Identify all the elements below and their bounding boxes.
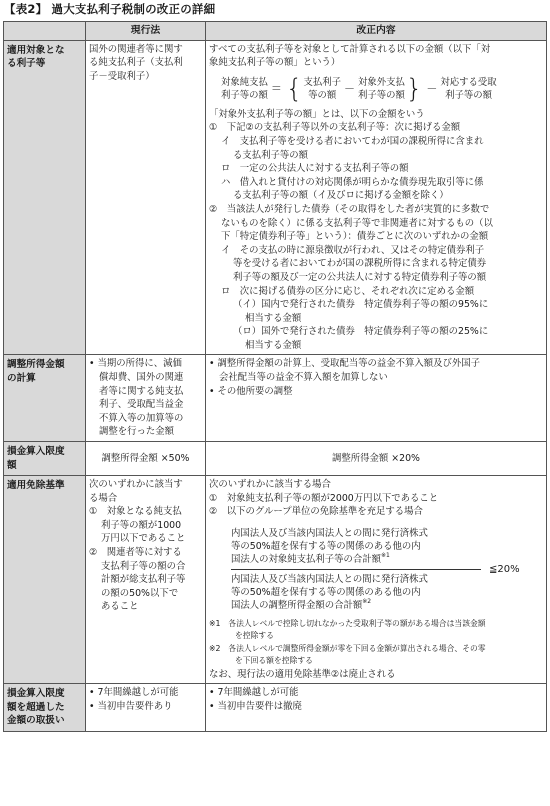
current-law-deduction-limit: 調整所得金額 ×50% [86,442,206,476]
row-label-target-interest: 適用対象とな る利子等 [4,40,86,355]
header-current-law: 現行法 [86,22,206,41]
revision-target-interest: すべての支払利子等を対象として計算される以下の金額（以下「対 象純支払利子等の額」という） 対象純支払 利子等の額 ＝ { 支払利子 等の額 － 対象外支払 利子等の額 } － 対応する受取 利子等の額 「対象外支払利子等の額」とは、以下の金額をいう ① 下記②の支払利子等以外の支払利子等：次に掲げる金額 イ 支払利子等を受ける者においてわが国の課税所得に含まれ る支払利子等の額 ロ 一定の公共法人に対する支払利子等の額 ハ 借入れと貸付けの対応関係が明らかな債券現先取引等に係 る支払利子等の額（イ及びロに掲げる金額を除く） ② 当該法人が発行した債券（その取得をした者が実質的に多数で ないものを除く）に係る支払利子等で非関連者に対するもの（以 下「特定債券利子等」という）：債券ごとに次のいずれかの金額 イ その支払の時に源泉徴収が行われ、又はその特定債券利子 等を受ける者においてわが国の課税所得に含まれる特定債券 利子等の額及び一定の公共法人に対する特定債券利子等の額 ロ 次に掲げる債券の区分に応じ、それぞれ次に定める金額 （イ）国内で発行された債券 特定債券利子等の額の95%に 相当する金額 （ロ）国外で発行された債券 特定債券利子等の額の25%に 相当する金額 [206,40,547,355]
text-line: 等を受ける者においてわが国の課税所得に含まれる特定債券 [233,258,487,270]
text-line: 利子等の額が1000 [101,519,182,531]
revision-adjusted-income [206,355,547,442]
list-item: 不算入等の加算等の [99,412,184,424]
list-item: 利子、受取配当益金 [99,399,184,411]
fraction-numerator: 内国法人及び当該内国法人との間に発行済株式 等の50%超を保有する等の関係のある他の内 国法人の対象純支払利子等の合計額$^{※1}$ [231,527,428,565]
current-law-excess-treatment [86,684,206,732]
text-line: あること [101,601,139,613]
exemption-closing: なお、現行法の適用免除基準②は廃止される [209,668,396,680]
row-deduction-limit [4,442,547,476]
equation-term-paid-interest: 支払利子 等の額 [303,76,341,101]
current-law-adjusted-income [86,355,206,442]
text-line: ① 下記②の支払利子等以外の支払利子等：次に掲げる金額 [209,122,461,134]
text-line: （イ）国内で発行された債券 特定債券利子等の額の95%に [233,299,489,311]
text-line: 相当する金額 [245,312,302,324]
row-label-deduction-limit: 損金算入限度 額 [4,442,86,476]
list-item: 償却費、国外の関連 [99,372,184,384]
list-item: • 当初申告要件あり [89,701,173,712]
text-line: の額の50%以下で [101,587,179,599]
text-line: イ 支払利子等を受ける者においてわが国の課税所得に含まれ [221,135,484,147]
table-title: 【表2】 過大支払利子税制の改正の詳細 [4,2,216,16]
row-label-adjusted-income: 調整所得金額 の計算 [4,355,86,442]
text-line: る支払利子等の額（イ及びロに掲げる金額を除く） [233,190,449,202]
equation-lhs: 対象純支払 利子等の額 [221,76,268,101]
close-brace-icon: } [405,73,423,104]
row-target-interest [4,40,547,355]
text-line: ② 当該法人が発行した債券（その取得をした者が実質的に多数で [209,203,490,215]
list-item: 調整を行った金額 [99,426,175,438]
text-line: 次のいずれかに該当す [89,479,183,491]
list-item: ※1 各法人レベルで控除し切れなかった受取利子等の額がある場合は当該金額 [209,618,486,628]
text-line: ② 以下のグループ単位の免除基準を充足する場合 [209,506,423,518]
text-line: （ロ）国外で発行された債券 特定債券利子等の額の25%に [233,326,489,338]
text-line: ハ 借入れと貸付けの対応関係が明らかな債券現先取引等に係 [221,176,484,188]
text-line: イ その支払の時に源泉徴収が行われ、又はその特定債券利子 [221,244,485,256]
text-line: 「対象外支払利子等の額」とは、以下の金額をいう [209,108,425,120]
row-exemption-criteria [4,476,547,684]
exemption-notes [209,618,543,668]
text-line: ないものを除く）に係る支払利子等で非関連者に対するもの（以 [221,217,493,229]
open-brace-icon: { [285,73,303,104]
revision-excess-treatment [206,684,547,732]
list-item: • 7年間繰越しが可能 [209,687,299,699]
fraction-threshold: ≦20% [489,563,520,575]
header-row [4,22,547,41]
row-adjusted-income [4,355,547,442]
list-item: • 当初申告要件は撤廃 [209,701,302,712]
revision-exemption-criteria [206,476,547,684]
header-blank [4,22,86,41]
current-law-target-interest: 国外の関連者等に関す る純支払利子（支払利 子－受取利子） [86,40,206,355]
text-line: ② 関連者等に対する [89,547,182,558]
row-label-excess-treatment: 損金算入限度 額を超過した 金額の取扱い [4,684,86,732]
text-line: 万円以下であること [101,533,186,545]
net-interest-equation [221,73,543,104]
text-line: ロ 一定の公共法人に対する支払利子等の額 [221,163,409,175]
list-item: • 7年間繰越しが可能 [89,687,179,699]
text-line: る場合 [89,492,118,504]
list-item: を下回る額を控除する [235,656,313,666]
text-line: 計額が総支払利子等 [101,574,186,586]
text-line: 下「特定債券利子等」という）：債券ごとに次のいずれかの金額 [221,231,489,243]
text-line: ① 対象純支払利子等の額が2000万円以下であること [209,492,439,504]
text-line: 利子等の額及び一定の公共法人に対する特定債券利子等の額 [233,271,487,283]
list-item: 会社配当等の益金不算入額を加算しない [219,372,388,384]
reform-details-table [3,21,547,732]
text-line: ① 対象となる純支払 [89,506,182,518]
group-exemption-fraction [231,527,543,612]
list-item: • 当期の所得に、減価 [89,358,182,370]
text-line: ロ 次に掲げる債券の区分に応じ、それぞれ次に定める金額 [221,285,475,297]
list-item: を控除する [235,631,274,641]
current-law-exemption-criteria [86,476,206,684]
list-item: ※2 各法人レベルで調整所得金額が零を下回る金額が算出される場合、その零 [209,643,486,653]
text-line: 支払利子等の額の合 [101,560,186,572]
equation-term-excluded-interest: 対象外支払 利子等の額 [357,76,405,101]
text-line: る支払利子等の額 [233,149,309,161]
equals-sign: ＝ [270,81,282,95]
fraction-bar [231,569,481,570]
text-line: 次のいずれかに該当する場合 [209,479,331,491]
text-line: 相当する金額 [245,339,302,351]
minus-sign: － [343,81,355,95]
equation-term-received-interest: 対応する受取 利子等の額 [440,76,497,101]
revision-deduction-limit: 調整所得金額 ×20% [206,442,547,476]
row-label-exemption-criteria: 適用免除基準 [4,476,86,684]
minus-sign-2: － [426,81,438,95]
header-revision: 改正内容 [206,22,547,41]
fraction-denominator: 内国法人及び当該内国法人との間に発行済株式 等の50%超を保有する等の関係のある他の内 国法人の調整所得金額の合計額$^{※2}$ [231,573,428,611]
list-item: • その他所要の調整 [209,385,293,397]
list-item: 者等に関する純支払 [99,385,184,397]
list-item: • 調整所得金額の計算上、受取配当等の益金不算入額及び外国子 [209,358,481,370]
row-excess-treatment [4,684,547,732]
excluded-interest-definition [209,108,543,353]
